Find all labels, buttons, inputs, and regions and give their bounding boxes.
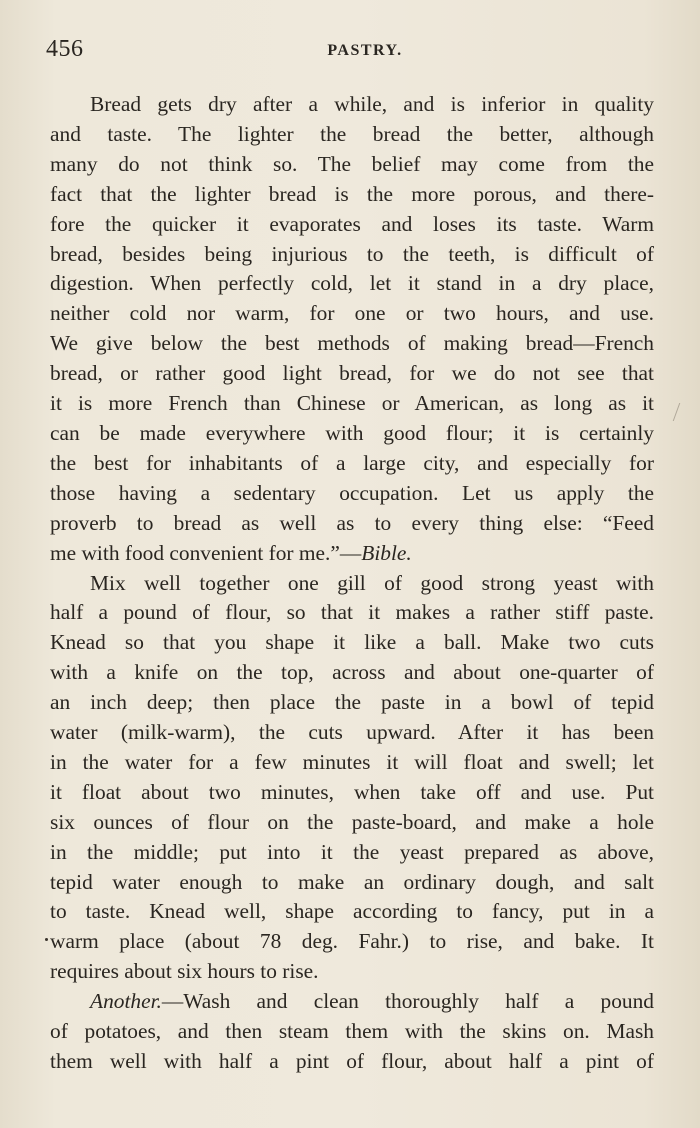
text-line: We give below the best methods of making bread—French	[50, 331, 654, 356]
text-line: Knead so that you shape it like a ball. Make two cuts	[50, 630, 654, 655]
text-line: of potatoes, and then steam them with the skins on. Mash	[50, 1019, 654, 1044]
text-line: proverb to bread as well as to every thing else: “Feed	[50, 510, 654, 535]
text-segment: me with food convenient for me.”—	[50, 540, 362, 565]
text-segment: —Wash and clean thoroughly half a pound	[161, 989, 654, 1014]
text-line: many do not think so. The belief may come from the	[50, 151, 654, 176]
text-line: half a pound of flour, so that it makes a rather stiff paste.	[50, 600, 654, 625]
running-head	[46, 36, 654, 66]
text-line: can be made everywhere with good flour; it is certainly	[50, 420, 654, 445]
text-line: bread, besides being injurious to the teeth, is difficult of	[50, 241, 654, 266]
text-line: it float about two minutes, when take off and use. Put	[50, 779, 654, 804]
text-line: Mix well together one gill of good strong yeast with	[90, 570, 654, 595]
text-line: warm place (about 78 deg. Fahr.) to rise, and bake. It	[50, 929, 654, 954]
text-line: them well with half a pint of flour, about half a pint of	[50, 1049, 654, 1073]
text-line: six ounces of flour on the paste-board, and make a hole	[50, 809, 654, 834]
text-line: bread, or rather good light bread, for we do not see that	[50, 361, 654, 386]
paragraph-3	[50, 987, 654, 1077]
text-line: neither cold nor warm, for one or two hours, and use.	[50, 301, 654, 326]
text-line: in the water for a few minutes it will float and swell; let	[50, 749, 654, 774]
body-text	[50, 90, 654, 1077]
running-title: PASTRY.	[327, 42, 403, 59]
text-line: and taste. The lighter the bread the better, although	[50, 121, 654, 146]
text-line: Bread gets dry after a while, and is inferior in quality	[90, 92, 654, 116]
text-line: in the middle; put into it the yeast prepared as above,	[50, 839, 654, 864]
text-line: to taste. Knead well, shape according to fancy, put in a	[50, 899, 654, 924]
text-line: water (milk-warm), the cuts upward. After it has been	[50, 720, 654, 745]
citation-italic: Bible.	[361, 540, 412, 565]
text-line: tepid water enough to make an ordinary dough, and salt	[50, 869, 654, 894]
print-speck	[45, 938, 48, 941]
paragraph-1	[50, 90, 654, 569]
text-line: the best for inhabitants of a large city, and especially for	[50, 450, 654, 475]
text-line: it is more French than Chinese or American, as long as it	[50, 391, 654, 416]
paragraph-2	[50, 569, 654, 988]
text-line	[50, 539, 654, 569]
margin-mark	[673, 403, 689, 421]
text-line: with a knife on the top, across and about one-quarter of	[50, 660, 654, 685]
page-number: 456	[46, 36, 84, 62]
text-line: those having a sedentary occupation. Let us apply the	[50, 480, 654, 505]
text-line: an inch deep; then place the paste in a bowl of tepid	[50, 690, 654, 715]
recipe-heading-italic: Another.	[90, 989, 162, 1014]
text-line: requires about six hours to rise.	[50, 959, 319, 984]
text-line	[50, 987, 654, 1017]
text-line: digestion. When perfectly cold, let it stand in a dry place,	[50, 271, 654, 296]
text-line: fore the quicker it evaporates and loses its taste. Warm	[50, 211, 654, 236]
text-line: fact that the lighter bread is the more porous, and there-	[50, 181, 654, 206]
